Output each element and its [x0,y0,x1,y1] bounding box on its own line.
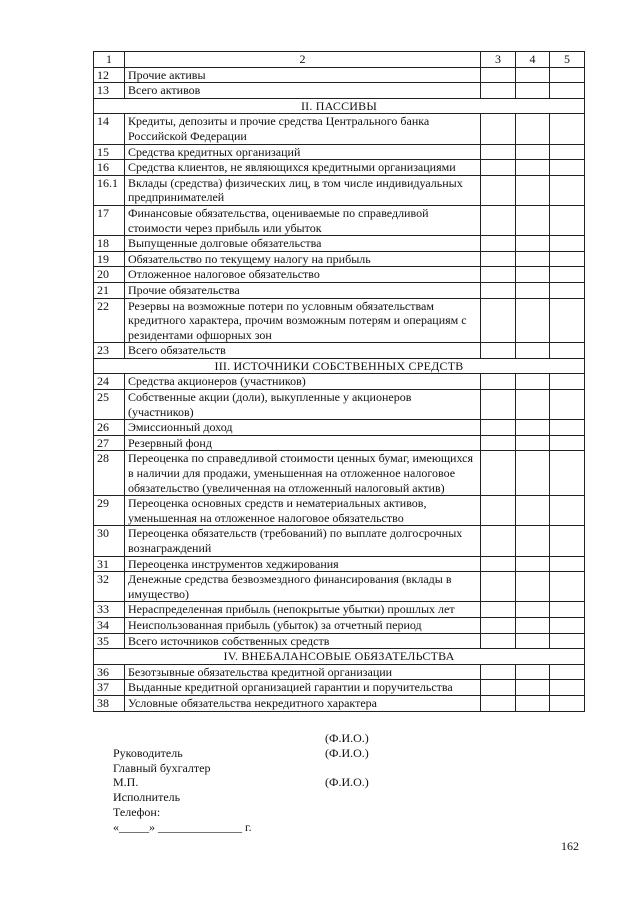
row-item-name: Кредиты, депозиты и прочие средства Центрального банка Российской Федерации [125,114,481,144]
value-cell-col5 [550,267,585,283]
value-cell-col4 [516,144,550,160]
value-cell-col3 [481,435,516,451]
row-number: 35 [94,633,125,649]
value-cell-col5 [550,617,585,633]
row-number: 34 [94,617,125,633]
row-item-name: Всего источников собственных средств [125,633,481,649]
section-header-row [94,98,585,114]
value-cell-col4 [516,83,550,99]
row-item-name: Средства клиентов, не являющихся кредитными организациями [125,160,481,176]
row-number: 15 [94,144,125,160]
table-row [94,695,585,711]
value-cell-col3 [481,572,516,602]
table-row [94,526,585,556]
table-header-row [94,52,585,68]
value-cell-col5 [550,251,585,267]
row-item-name: Условные обязательства некредитного характера [125,695,481,711]
header-cell-5: 5 [550,52,585,68]
seal-row [95,761,252,790]
value-cell-col5 [550,435,585,451]
row-item-name: Переоценка основных средств и нематериальных активов, уменьшенная на отложенное налоговое обязательство [125,496,481,526]
value-cell-col4 [516,267,550,283]
value-cell-col5 [550,496,585,526]
row-item-name: Отложенное налоговое обязательство [125,267,481,283]
row-item-name: Всего обязательств [125,343,481,359]
table-row [94,602,585,618]
row-item-name: Финансовые обязательства, оцениваемые по справедливой стоимости через прибыль или убыток [125,205,481,235]
table-row [94,374,585,390]
header-cell-1: 1 [94,52,125,68]
value-cell-col5 [550,526,585,556]
row-number: 33 [94,602,125,618]
value-cell-col3 [481,298,516,343]
value-cell-col5 [550,556,585,572]
value-cell-col4 [516,282,550,298]
value-cell-col5 [550,83,585,99]
value-cell-col5 [550,160,585,176]
value-cell-col3 [481,205,516,235]
table-row [94,205,585,235]
row-item-name: Эмиссионный доход [125,420,481,436]
row-number: 13 [94,83,125,99]
value-cell-col5 [550,420,585,436]
row-number: 27 [94,435,125,451]
value-cell-col3 [481,556,516,572]
table-row [94,664,585,680]
row-number: 28 [94,451,125,496]
row-item-name: Всего активов [125,83,481,99]
header-cell-3: 3 [481,52,516,68]
table-row [94,451,585,496]
value-cell-col5 [550,633,585,649]
value-cell-col3 [481,251,516,267]
value-cell-col4 [516,556,550,572]
row-number: 36 [94,664,125,680]
row-item-name: Обязательство по текущему налогу на прибыль [125,251,481,267]
table-row [94,556,585,572]
value-cell-col5 [550,390,585,420]
value-cell-col5 [550,114,585,144]
row-number: 14 [94,114,125,144]
executor-fio: (Ф.И.О.) [325,775,369,790]
row-item-name: Прочие активы [125,67,481,83]
row-item-name: Выданные кредитной организацией гарантии и поручительства [125,680,481,696]
value-cell-col4 [516,390,550,420]
value-cell-col3 [481,267,516,283]
table-row [94,572,585,602]
value-cell-col3 [481,67,516,83]
row-item-name: Средства акционеров (участников) [125,374,481,390]
value-cell-col3 [481,236,516,252]
value-cell-col3 [481,160,516,176]
value-cell-col4 [516,664,550,680]
row-item-name: Резервный фонд [125,435,481,451]
row-item-name: Переоценка инструментов хеджирования [125,556,481,572]
value-cell-col3 [481,680,516,696]
row-item-name: Средства кредитных организаций [125,144,481,160]
value-cell-col5 [550,374,585,390]
value-cell-col3 [481,374,516,390]
table-row [94,435,585,451]
value-cell-col3 [481,451,516,496]
row-number: 30 [94,526,125,556]
table-row [94,617,585,633]
value-cell-col5 [550,282,585,298]
table-row [94,114,585,144]
seal-label: М.П. [113,775,139,790]
table-row [94,343,585,359]
value-cell-col3 [481,664,516,680]
row-item-name: Переоценка обязательств (требований) по выплате долгосрочных вознаграждений [125,526,481,556]
row-item-name: Прочие обязательства [125,282,481,298]
row-number: 12 [94,67,125,83]
value-cell-col4 [516,496,550,526]
value-cell-col3 [481,602,516,618]
row-number: 38 [94,695,125,711]
row-number: 18 [94,236,125,252]
value-cell-col5 [550,664,585,680]
row-number: 29 [94,496,125,526]
value-cell-col3 [481,617,516,633]
row-item-name: Переоценка по справедливой стоимости ценных бумаг, имеющихся в наличии для продажи, уменьшенная на отложенное налоговое обязательство (увеличенная на отложенный налоговый актив) [125,451,481,496]
table-row [94,633,585,649]
value-cell-col5 [550,67,585,83]
phone-row [95,790,252,819]
value-cell-col5 [550,680,585,696]
value-cell-col4 [516,343,550,359]
value-cell-col4 [516,67,550,83]
table-row [94,144,585,160]
row-item-name: Нераспределенная прибыль (непокрытые убытки) прошлых лет [125,602,481,618]
section-header-row [94,649,585,665]
value-cell-col3 [481,343,516,359]
table-row [94,282,585,298]
head-fio: (Ф.И.О.) [325,731,369,745]
value-cell-col4 [516,695,550,711]
table-row [94,680,585,696]
table-body [94,67,585,711]
value-cell-col4 [516,526,550,556]
accountant-label: Главный бухгалтер [113,760,211,775]
value-cell-col5 [550,236,585,252]
row-number: 19 [94,251,125,267]
table-row [94,160,585,176]
signature-block [95,731,369,834]
value-cell-col5 [550,343,585,359]
value-cell-col4 [516,451,550,496]
value-cell-col3 [481,695,516,711]
section-title: IV. ВНЕБАЛАНСОВЫЕ ОБЯЗАТЕЛЬСТВА [94,649,585,665]
value-cell-col3 [481,144,516,160]
date-line: «_____» ______________ г. [113,819,252,834]
accountant-fio: (Ф.И.О.) [325,745,369,760]
value-cell-col3 [481,282,516,298]
value-cell-col4 [516,251,550,267]
value-cell-col5 [550,205,585,235]
row-item-name: Резервы на возможные потери по условным обязательствам кредитного характера, прочим возможным потерям и операциям с резидентами офшорных зон [125,298,481,343]
value-cell-col4 [516,602,550,618]
value-cell-col4 [516,435,550,451]
row-item-name: Безотзывные обязательства кредитной организации [125,664,481,680]
row-item-name: Вклады (средства) физических лиц, в том числе индивидуальных предпринимателей [125,175,481,205]
value-cell-col4 [516,160,550,176]
executor-row [95,775,369,805]
row-number: 16.1 [94,175,125,205]
row-number: 32 [94,572,125,602]
head-row [95,731,369,760]
accountant-row [95,745,369,775]
header-cell-2: 2 [125,52,481,68]
row-number: 21 [94,282,125,298]
row-number: 26 [94,420,125,436]
table-row [94,298,585,343]
row-number: 20 [94,267,125,283]
table-row [94,83,585,99]
table-row [94,390,585,420]
row-number: 16 [94,160,125,176]
table-row [94,236,585,252]
row-number: 31 [94,556,125,572]
value-cell-col3 [481,496,516,526]
value-cell-col5 [550,298,585,343]
row-number: 24 [94,374,125,390]
value-cell-col4 [516,205,550,235]
row-number: 17 [94,205,125,235]
value-cell-col5 [550,695,585,711]
value-cell-col3 [481,420,516,436]
section-header-row [94,358,585,374]
row-number: 23 [94,343,125,359]
value-cell-col4 [516,374,550,390]
value-cell-col4 [516,680,550,696]
section-title: II. ПАССИВЫ [94,98,585,114]
balance-sheet-table [93,51,585,712]
value-cell-col4 [516,114,550,144]
row-number: 25 [94,390,125,420]
row-item-name: Выпущенные долговые обязательства [125,236,481,252]
value-cell-col5 [550,451,585,496]
table-row [94,267,585,283]
value-cell-col4 [516,420,550,436]
value-cell-col4 [516,633,550,649]
value-cell-col5 [550,175,585,205]
value-cell-col4 [516,175,550,205]
value-cell-col5 [550,572,585,602]
value-cell-col4 [516,617,550,633]
head-label: Руководитель [113,745,183,760]
value-cell-col3 [481,390,516,420]
header-cell-4: 4 [516,52,550,68]
value-cell-col3 [481,526,516,556]
row-number: 37 [94,680,125,696]
row-item-name: Собственные акции (доли), выкупленные у акционеров (участников) [125,390,481,420]
value-cell-col3 [481,114,516,144]
row-number: 22 [94,298,125,343]
value-cell-col4 [516,298,550,343]
table-row [94,496,585,526]
value-cell-col3 [481,633,516,649]
value-cell-col4 [516,236,550,252]
table-row [94,251,585,267]
executor-label: Исполнитель [113,790,181,805]
table-row [94,175,585,205]
date-row [95,805,252,834]
row-item-name: Денежные средства безвозмездного финансирования (вклады в имущество) [125,572,481,602]
section-title: III. ИСТОЧНИКИ СОБСТВЕННЫХ СРЕДСТВ [94,358,585,374]
value-cell-col5 [550,602,585,618]
page-number: 162 [561,839,579,853]
row-item-name: Неиспользованная прибыль (убыток) за отчетный период [125,617,481,633]
value-cell-col3 [481,83,516,99]
table-row [94,420,585,436]
value-cell-col5 [550,144,585,160]
value-cell-col4 [516,572,550,602]
table-row [94,67,585,83]
phone-label: Телефон: [113,804,161,819]
value-cell-col3 [481,175,516,205]
